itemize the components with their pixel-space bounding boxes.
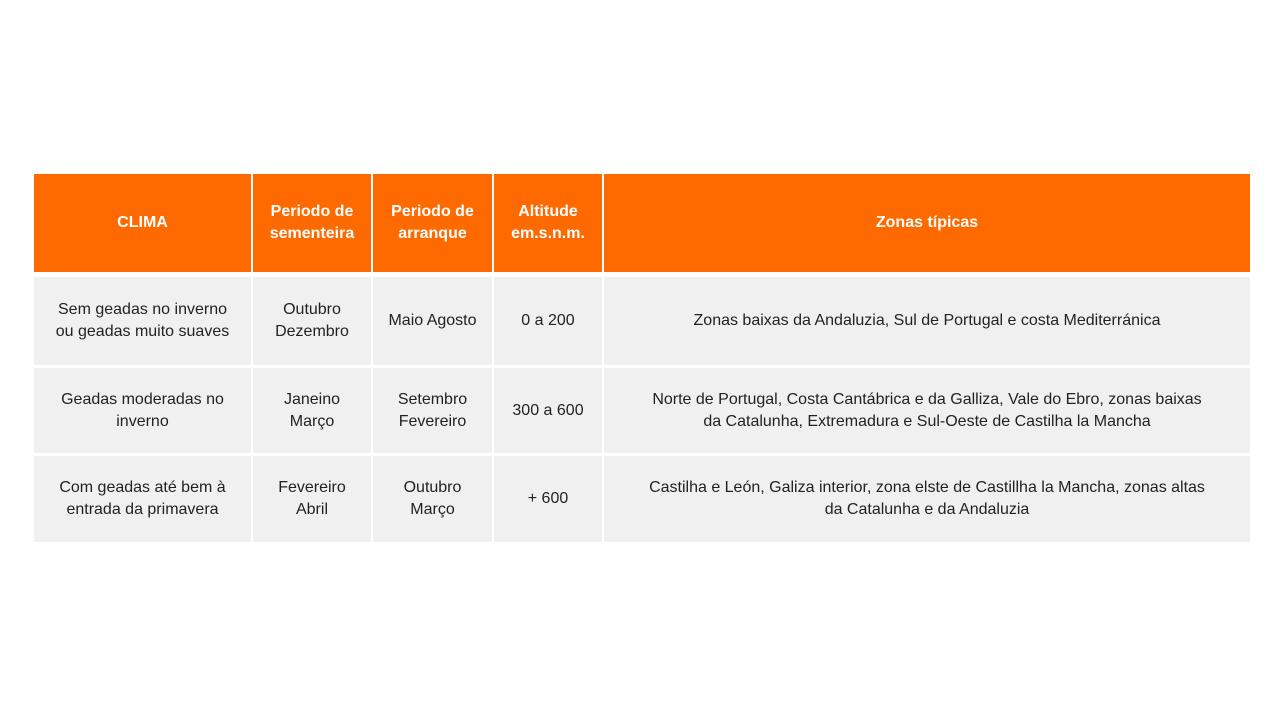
cell-line: Norte de Portugal, Costa Cantábrica e da Galliza, Vale do Ebro, zonas baixas (652, 390, 1202, 408)
cell-zonas (604, 368, 1250, 456)
cell-line: Zonas baixas da Andaluzia, Sul de Portugal e costa Mediterránica (693, 312, 1161, 329)
header-clima-line-1: CLIMA (117, 214, 168, 231)
table-row (34, 456, 1250, 542)
cell-line: Fevereiro (398, 412, 467, 430)
cell-line: 0 a 200 (521, 312, 575, 329)
header-zonas-line-1: Zonas típicas (875, 214, 979, 231)
cell-line: + 600 (527, 490, 569, 507)
cell-line: 300 a 600 (512, 401, 584, 419)
cell-arranque (373, 277, 494, 368)
cell-line: Sem geadas no inverno (58, 301, 227, 318)
cell-line: da Catalunha e da Andaluzia (824, 501, 1030, 518)
header-zonas-tipicas (604, 174, 1250, 277)
header-periodo-sementeira (253, 174, 373, 277)
table-row (34, 277, 1250, 368)
cell-line: ou geadas muito suaves (55, 323, 230, 340)
cell-line: Com geadas até bem à (59, 479, 226, 496)
header-altitude-line-1: Altitude (518, 203, 578, 220)
header-arranque-line-1: Periodo de (391, 203, 474, 220)
cell-zonas (604, 456, 1250, 542)
cell-line: Geadas moderadas no (61, 390, 224, 408)
header-clima (34, 174, 253, 277)
cell-line: Janeino (283, 390, 341, 408)
cell-line: Outubro (403, 479, 462, 496)
cell-clima (34, 277, 253, 368)
cell-line: inverno (116, 412, 169, 430)
cell-altitude (494, 368, 604, 456)
cell-line: Castilha e León, Galiza interior, zona elste de Castillha la Mancha, zonas altas (649, 479, 1205, 496)
cell-line: Fevereiro (278, 479, 346, 496)
cell-altitude (494, 456, 604, 542)
cell-clima (34, 368, 253, 456)
cell-line: da Catalunha, Extremadura e Sul-Oeste de Castilha la Mancha (703, 412, 1151, 430)
cell-line: Março (410, 501, 455, 518)
cell-altitude (494, 277, 604, 368)
table-header-row (34, 174, 1250, 277)
header-periodo-arranque (373, 174, 494, 277)
cell-sementeira (253, 277, 373, 368)
table-row (34, 368, 1250, 456)
header-arranque-line-2: arranque (398, 225, 467, 242)
cell-arranque (373, 456, 494, 542)
cell-sementeira (253, 456, 373, 542)
cell-line: Abril (295, 501, 328, 518)
header-altitude (494, 174, 604, 277)
climate-table (34, 174, 1250, 542)
cell-line: Dezembro (275, 323, 349, 340)
cell-sementeira (253, 368, 373, 456)
header-altitude-line-2: em.s.n.m. (511, 225, 585, 242)
cell-line: Março (289, 412, 335, 430)
cell-arranque (373, 368, 494, 456)
header-sementeira-line-2: sementeira (269, 225, 355, 242)
cell-line: Outubro (283, 301, 341, 318)
cell-line: Setembro (397, 390, 468, 408)
cell-line: Maio Agosto (388, 312, 477, 329)
cell-clima (34, 456, 253, 542)
cell-line: entrada da primavera (66, 501, 219, 518)
cell-zonas (604, 277, 1250, 368)
header-sementeira-line-1: Periodo de (270, 203, 354, 220)
